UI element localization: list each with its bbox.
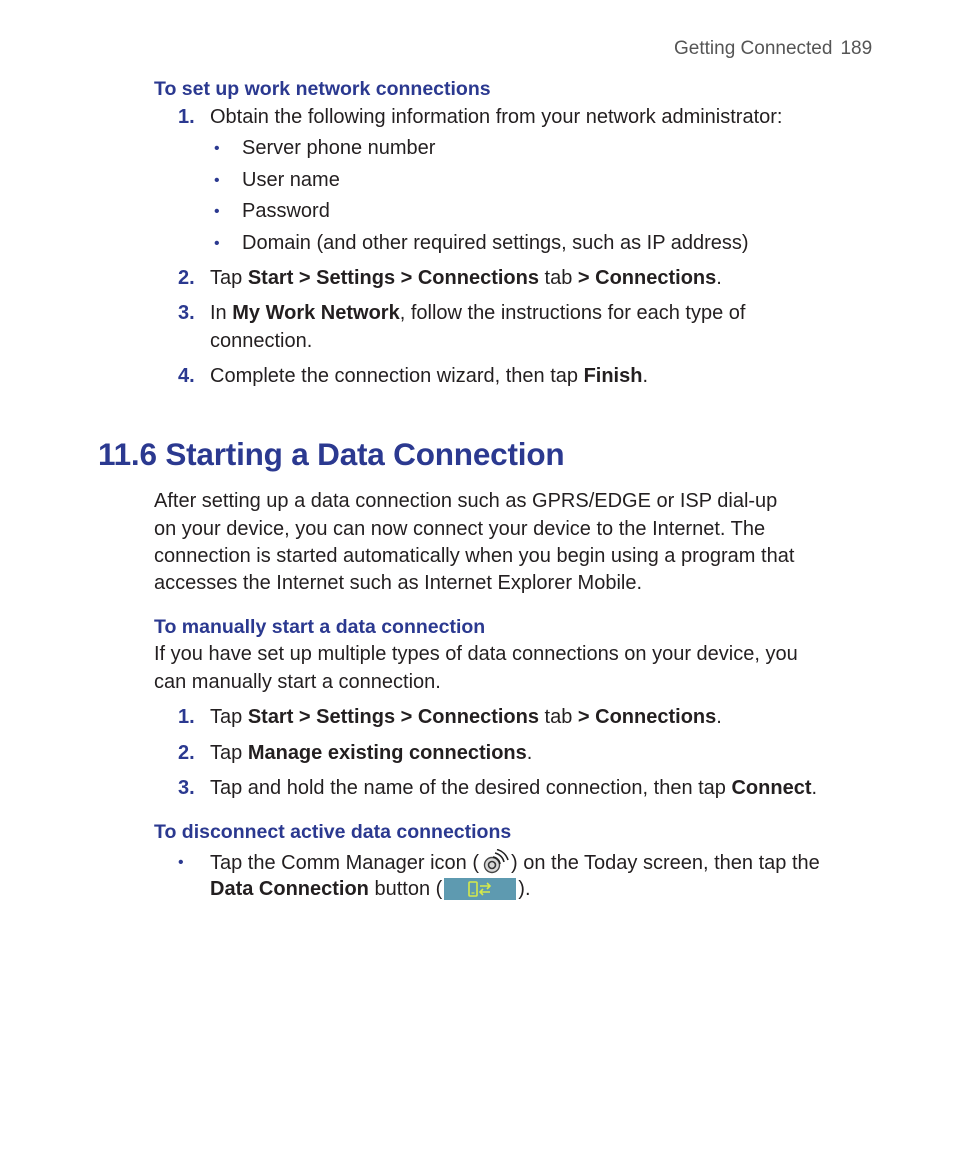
work-network-heading: To set up work network connections: [154, 78, 491, 100]
step-text: Tap and hold the name of the desired connection, then tap Connect.: [210, 777, 818, 799]
step-number: 4.: [178, 365, 195, 387]
section-intro-line: connection is started automatically when you begin using a program that: [154, 545, 795, 567]
section-intro-line: After setting up a data connection such as GPRS/EDGE or ISP dial-up: [154, 490, 778, 512]
bullet-dot: •: [214, 203, 220, 220]
page-number: 189: [840, 38, 873, 59]
comm-manager-icon: [479, 849, 511, 875]
step-number: 2.: [178, 742, 195, 764]
step-number: 2.: [178, 267, 195, 289]
step-number: 3.: [178, 777, 195, 799]
step-number: 1.: [178, 106, 195, 128]
header-section: Getting Connected: [674, 38, 833, 59]
running-header: [674, 38, 872, 60]
bullet-item: Password: [242, 200, 330, 222]
step-number: 1.: [178, 706, 195, 728]
disconnect-heading: To disconnect active data connections: [154, 821, 512, 843]
step-text: Tap Start > Settings > Connections tab > Connections.: [210, 706, 722, 728]
step-text-continued: connection.: [210, 330, 313, 352]
data-connection-button-icon: [444, 878, 516, 900]
step-text: Tap Start > Settings > Connections tab > Connections.: [210, 267, 722, 289]
manual-start-heading: To manually start a data connection: [154, 616, 486, 638]
step-text: Tap Manage existing connections.: [210, 742, 533, 764]
bullet-item: Server phone number: [242, 137, 436, 159]
step-text: Obtain the following information from your network administrator:: [210, 106, 783, 128]
step-number: 3.: [178, 302, 195, 324]
bullet-item: User name: [242, 169, 340, 191]
bullet-dot: •: [214, 140, 220, 157]
bullet-dot: •: [214, 235, 220, 252]
bullet-item: Domain (and other required settings, such as IP address): [242, 232, 749, 254]
bullet-dot: •: [214, 172, 220, 189]
disconnect-text-continued: Data Connection button ( ).: [210, 878, 531, 900]
section-intro-line: on your device, you can now connect your device to the Internet. The: [154, 518, 766, 540]
manual-intro-line: If you have set up multiple types of data connections on your device, you: [154, 643, 798, 665]
step-text: In My Work Network, follow the instructions for each type of: [210, 302, 746, 324]
bullet-dot: •: [178, 854, 184, 871]
disconnect-text: Tap the Comm Manager icon ( ) on the Today screen, then tap the: [210, 849, 820, 877]
section-title: 11.6 Starting a Data Connection: [98, 436, 565, 472]
section-intro-line: accesses the Internet such as Internet Explorer Mobile.: [154, 572, 643, 594]
manual-intro-line: can manually start a connection.: [154, 671, 441, 693]
step-text: Complete the connection wizard, then tap Finish.: [210, 365, 649, 387]
